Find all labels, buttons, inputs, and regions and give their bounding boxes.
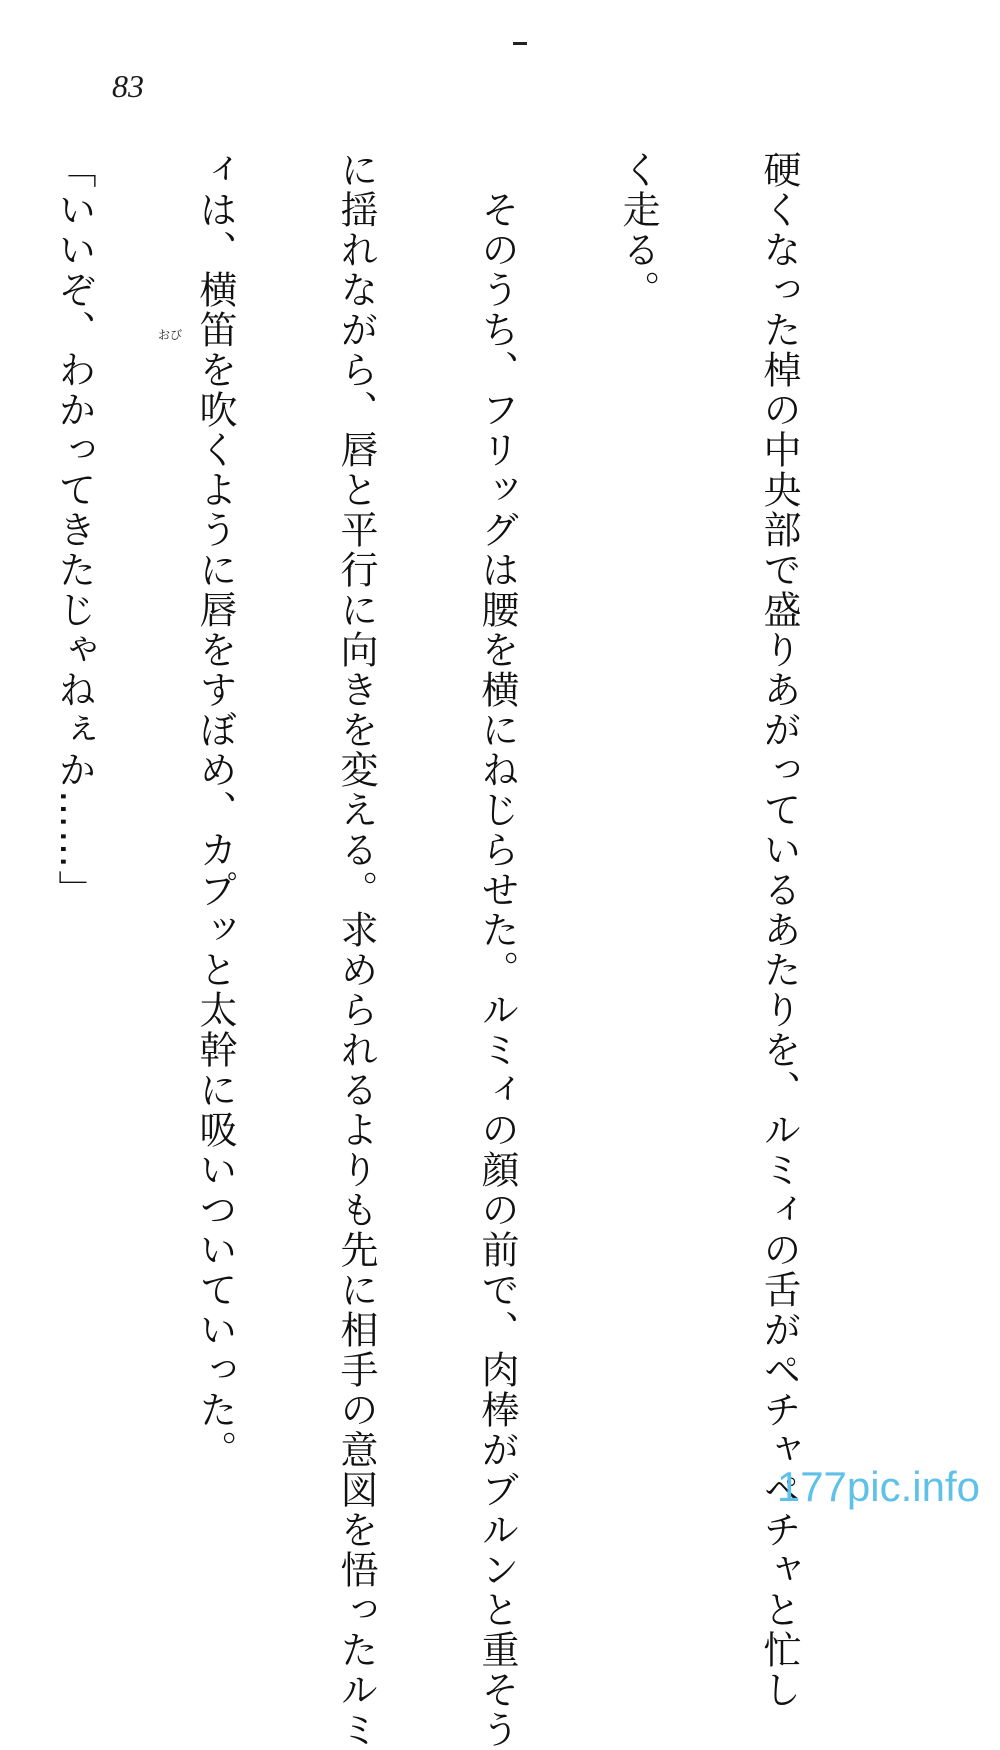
- page-number: 83: [112, 68, 144, 104]
- text-line-2: く走る。: [616, 150, 660, 310]
- text-line-4: に揺れながら、唇と平行に向きを変える。求められるよりも先に相手の意図を悟ったルミ: [334, 150, 378, 1750]
- text-line-1: 硬くなった棹の中央部で盛りあがっているあたりを、ルミィの舌がペチャペチャと忙し: [757, 150, 801, 1710]
- top-mark: [513, 42, 527, 45]
- watermark: 177pic.info: [776, 1463, 980, 1510]
- text-line-5: ィは、横笛を吹くように唇をすぼめ、カプッと太幹に吸いついていった。: [193, 150, 237, 1470]
- text-line-6: 「いいぞ、わかってきたじゃねぇか……」: [52, 150, 96, 910]
- ruby-annotation: おび: [158, 328, 183, 342]
- text-line-3: そのうち、フリッグは腰を横にねじらせた。ルミィの顔の前で、肉棒がブルンと重そう: [475, 150, 519, 1750]
